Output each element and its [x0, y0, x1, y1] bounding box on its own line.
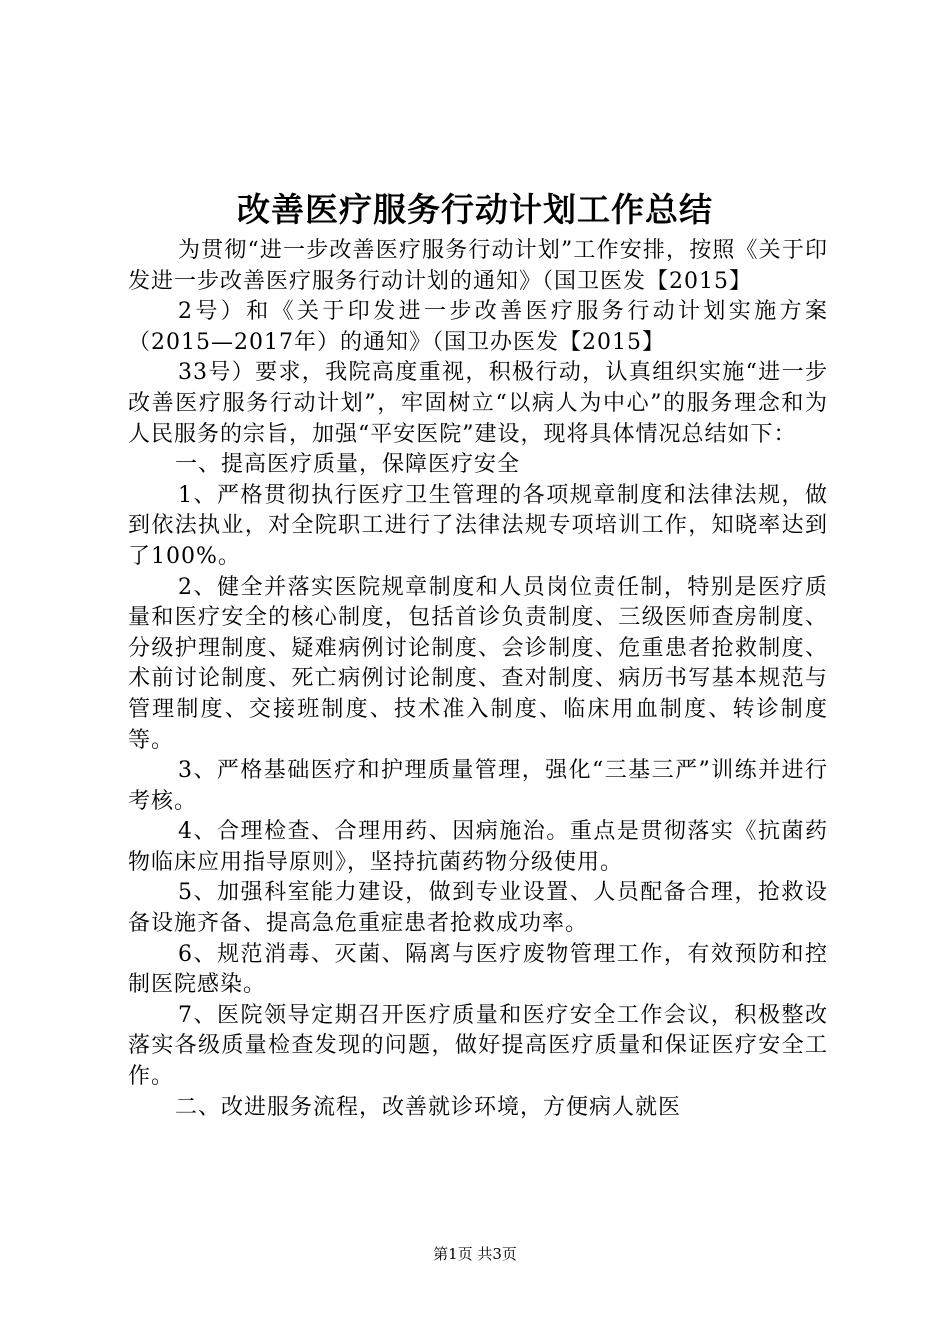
- paragraph-item-1: 1、严格贯彻执行医疗卫生管理的各项规章制度和法律法规，做到依法执业，对全院职工进行了法律法规专项培训工作，知晓率达到了100%。: [128, 482, 828, 569]
- paragraph-intro-continued: 2号）和《关于印发进一步改善医疗服务行动计划实施方案（2015—2017年）的通知》（国卫办医发【2015】: [128, 299, 828, 355]
- paragraph-item-3: 3、严格基础医疗和护理质量管理，强化“三基三严”训练并进行考核。: [128, 758, 828, 814]
- paragraph-item-7: 7、医院领导定期召开医疗质量和医疗安全工作会议，积极整改落实各级质量检查发现的问题，做好提高医疗质量和保证医疗安全工作。: [128, 1002, 828, 1090]
- paragraph-item-4: 4、合理检查、合理用药、因病施治。重点是贯彻落实《抗菌药物临床应用指导原则》，坚持抗菌药物分级使用。: [128, 819, 828, 875]
- paragraph-intro-requirements: 33号）要求，我院高度重视，积极行动，认真组织实施“进一步改善医疗服务行动计划”，牢固树立“以病人为中心”的服务理念和为人民服务的宗旨，加强“平安医院”建设，现将具体情况总结如下：: [128, 360, 828, 447]
- paragraph-intro: 为贯彻“进一步改善医疗服务行动计划”工作安排，按照《关于印发进一步改善医疗服务行动计划的通知》（国卫医发【2015】: [128, 238, 828, 294]
- paragraph-item-6: 6、规范消毒、灭菌、隔离与医疗废物管理工作，有效预防和控制医院感染。: [128, 941, 828, 998]
- document-title: 改善医疗服务行动计划工作总结: [237, 190, 713, 229]
- page-footer: 第1页 共3页: [433, 1245, 517, 1263]
- section-heading-2: 二、改进服务流程，改善就诊环境，方便病人就医: [175, 1094, 682, 1120]
- paragraph-item-2: 2、健全并落实医院规章制度和人员岗位责任制，特别是医疗质量和医疗安全的核心制度，包括首诊负责制度、三级医师查房制度、分级护理制度、疑难病例讨论制度、会诊制度、危重患者抢救制度、术前讨论制度、死亡病例讨论制度、查对制度、病历书写基本规范与管理制度、交接班制度、技术准入制度、临床用血制度、转诊制度等。: [128, 574, 828, 753]
- section-heading-1: 一、提高医疗质量，保障医疗安全: [175, 452, 521, 478]
- document-body: [128, 236, 828, 1123]
- paragraph-item-5: 5、加强科室能力建设，做到专业设置、人员配备合理，抢救设备设施齐备、提高急危重症患者抢救成功率。: [128, 880, 828, 937]
